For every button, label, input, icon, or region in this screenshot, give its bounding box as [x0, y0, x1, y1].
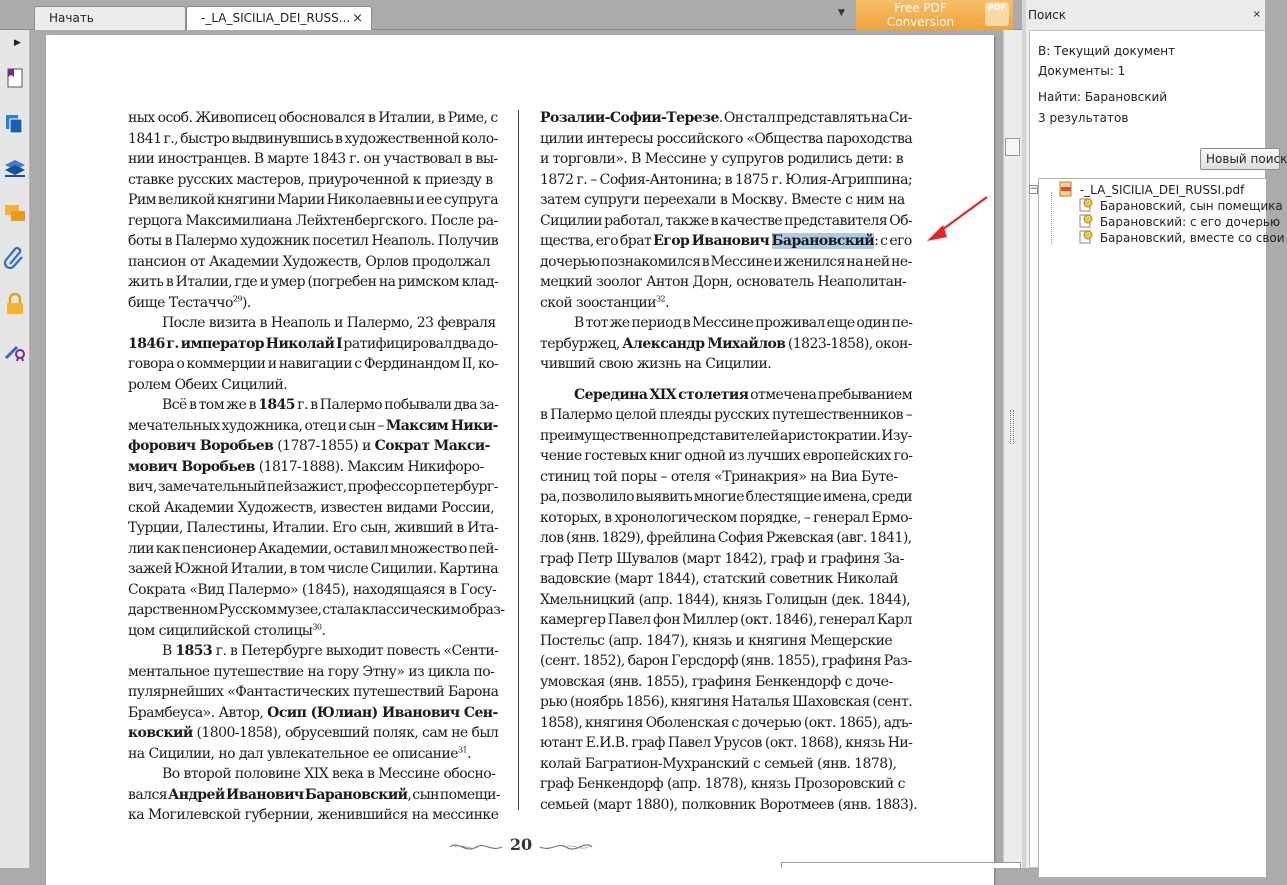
text-line [540, 170, 912, 191]
resize-grip-icon[interactable] [1010, 410, 1014, 444]
text-run: ской зоостанции [540, 294, 656, 311]
bold-text: 1846 г. император Николай I [128, 335, 343, 352]
text-run: (1817-1888). Максим Никифоро- [254, 458, 484, 475]
bold-text: ковский [128, 725, 193, 741]
text-line [540, 754, 912, 775]
text-line [540, 272, 912, 293]
text-run: ). [241, 294, 251, 311]
text-line [128, 457, 498, 478]
text-run: ра, позволило выявить многие блестящие имена, среди [540, 489, 913, 505]
search-results-count: 3 результатов [1038, 111, 1129, 125]
promo-line-1: Free PDF [894, 1, 947, 15]
caret-down-icon[interactable]: ▼ [838, 8, 845, 18]
attachments-icon[interactable] [3, 246, 27, 270]
left-toolbar [0, 30, 30, 868]
text-line [128, 416, 498, 437]
text-line [540, 426, 912, 447]
expand-panel-icon[interactable]: ▶ [14, 38, 21, 48]
promo-line-2: Conversion [886, 15, 955, 29]
text-run: которых, в хронологическом порядке, – генерал Ермо- [540, 509, 913, 526]
text-line [540, 252, 912, 273]
text-run: цом сицилийской столицы [128, 622, 313, 639]
result-item[interactable] [1079, 230, 1285, 246]
tab-start-label: Начать [49, 11, 94, 25]
text-line [540, 467, 912, 488]
text-run: отмечена пребыванием [748, 386, 913, 403]
text-run: семьей (март 1880), полковник Воротмеев (янв. 1883). [540, 796, 918, 813]
signatures-icon[interactable] [3, 338, 27, 362]
text-run: 1872 г. – София-Антонина; в 1875 г. Юлия-Агриппина; [540, 171, 913, 188]
text-line [128, 703, 498, 724]
text-line [128, 559, 498, 580]
text-line [128, 272, 498, 293]
text-line [128, 662, 498, 683]
text-run: . [467, 745, 471, 762]
text-line [128, 477, 498, 498]
text-run: дочерью познакомился в Мессине и женился на ней не- [540, 253, 912, 270]
text-run: ратифицировал два до- [342, 335, 498, 352]
bold-text: Максим Ники- [385, 417, 498, 434]
text-run: чение гостевых книг одной из лучших европейских го- [540, 448, 913, 464]
comments-icon[interactable] [3, 202, 27, 226]
text-line [540, 774, 912, 795]
text-line [128, 498, 498, 519]
text-run: лов (янв. 1829), фрейлина София Ржевская (авг. 1841), [540, 530, 912, 546]
text-line [128, 129, 498, 150]
text-run: пулярнейших «Фантастических путешествий Барона [128, 684, 499, 700]
bookmarks-icon[interactable] [3, 66, 27, 90]
text-run: ментальное путешествие на гору Этну» из цикла по- [128, 663, 495, 680]
text-run: боты в Палермо художник посетил Неаполь. Получив [128, 233, 499, 249]
pdf-file-icon [1059, 182, 1073, 196]
text-run: щества, его брат [540, 233, 654, 249]
document-view[interactable] [31, 30, 1003, 868]
text-line [540, 313, 912, 334]
text-line [540, 129, 912, 150]
bold-text: Александр Михайлов [622, 335, 786, 352]
column-divider [518, 110, 519, 810]
text-line [540, 610, 912, 631]
text-line [540, 733, 912, 754]
bold-text: 1845 [258, 397, 295, 413]
search-panel-body [1029, 30, 1287, 868]
text-line [540, 211, 912, 232]
text-line [128, 600, 505, 621]
right-flourish-icon [538, 840, 594, 854]
text-run: 1841 г., быстро выдвинувшись в художественной коло- [128, 130, 498, 147]
result-item[interactable] [1079, 214, 1280, 230]
footnote-ref: 29 [232, 293, 242, 303]
text-run: Сократа «Вид Палермо» (1845), находящаяся в Госу- [128, 581, 497, 598]
text-line [128, 621, 498, 642]
text-run: жить в Италии, где и умер (погребен на римском клад- [128, 274, 499, 290]
text-line [540, 795, 918, 816]
text-line [128, 580, 498, 601]
text-line [540, 692, 912, 713]
text-run: г. в Петербурге выходит повесть «Сенти- [212, 643, 499, 659]
text-line [128, 108, 498, 129]
search-highlight: Барановский [771, 233, 875, 249]
footnote-ref: 30 [312, 621, 322, 631]
text-run: тербуржец, [540, 335, 623, 352]
pdf-page [46, 35, 994, 885]
text-line [540, 651, 912, 672]
text-line [128, 170, 498, 191]
text-run: Рим великой княгини Марии Николаевны и ее супруга [128, 192, 499, 208]
text-run: Хмельницкий (апр. 1844), князь Голицын (дек. 1844), [540, 591, 911, 608]
text-run: Во второй половине XIX века в Мессине обосно- [162, 766, 496, 782]
text-line [128, 190, 498, 211]
text-run: граф Бенкендорф (апр. 1878), князь Прозоровский с [540, 776, 905, 792]
text-run: в Палермо целой плеяды русских путешественников – [540, 407, 913, 423]
result-file-name: -_LA_SICILIA_DEI_RUSSI.pdf [1079, 183, 1245, 197]
bold-text: Середина XIX столетия [574, 386, 749, 403]
text-line [128, 805, 498, 826]
text-run: мечательных художника, отец и сын – [128, 417, 386, 434]
free-pdf-conversion-banner[interactable] [856, 0, 1013, 30]
left-text-column [128, 108, 505, 826]
result-item-text: Барановский: с его дочерью [1099, 215, 1281, 229]
text-line [540, 569, 912, 590]
tab-bar [0, 0, 1022, 30]
text-run: Турции, Палестины, Италии. Его сын, живший в Ита- [128, 520, 499, 536]
text-line [128, 252, 498, 273]
text-run: и торговли». В Мессине у супругов родились дети: в [540, 151, 904, 167]
search-query: Найти: Барановский [1038, 90, 1168, 104]
text-run: В тот же период в Мессине проживал еще один пе- [574, 315, 913, 331]
text-line [128, 313, 498, 334]
text-run: После визита в Неаполь и Палермо, 23 февраля [162, 315, 496, 331]
text-run: ской Академии Художеств, известен видами России, [128, 499, 495, 516]
text-run: вич, замечательный пейзажист, профессор петербург- [128, 479, 498, 495]
search-panel-title: Поиск [1028, 8, 1067, 22]
text-line [540, 487, 912, 508]
text-run: . Он стал представлять на Си- [718, 110, 912, 126]
text-line [128, 395, 498, 416]
text-line [128, 375, 498, 396]
bold-text: Андрей Иванович Барановский [167, 786, 408, 803]
text-line [128, 211, 498, 232]
text-line [128, 682, 498, 703]
new-search-button[interactable]: Новый поиск [1200, 148, 1280, 170]
layers-icon[interactable] [3, 156, 27, 180]
text-line [540, 375, 912, 385]
bold-text: мович Воробьев [128, 458, 255, 475]
text-run: затем супруги переехали в Москву. Вместе с ним на [540, 192, 905, 208]
status-bar [781, 862, 1021, 868]
text-run: граф Петр Шувалов (март 1842), граф и графиня За- [540, 550, 904, 567]
text-line [128, 785, 501, 806]
text-line [128, 149, 498, 170]
text-line [540, 385, 912, 406]
close-tab-icon[interactable]: × [352, 11, 363, 26]
text-run: ставке русских мастеров, приуроченной к приезду в [128, 171, 493, 188]
collapse-toggle-icon[interactable]: − [1030, 184, 1038, 194]
result-item[interactable] [1079, 198, 1283, 214]
text-run: говора о коммерции и навигации с Фердинандом II, ко- [128, 356, 499, 372]
text-run: г. в Палермо побывали два за- [294, 397, 499, 413]
text-run: пансион от Академии Художеств, Орлов продолжал [128, 253, 490, 270]
vertical-scrollbar[interactable] [1003, 30, 1022, 868]
bold-text: форович Воробьев [128, 438, 274, 454]
text-run: вадовские (март 1844), статский советник Николай [540, 571, 898, 587]
text-line [540, 528, 912, 549]
text-line [128, 231, 498, 252]
text-run: на Сицилии, но дал увлекательное ее описание [128, 745, 458, 762]
text-line [540, 108, 912, 129]
right-text-column [540, 108, 918, 815]
text-line [128, 723, 498, 744]
text-line [540, 508, 912, 529]
text-run: Постельс (апр. 1847), князь и княгиня Мещерские [540, 632, 893, 649]
text-run: стиниц той поры – отеля «Тринакрия» на Виа Буте- [540, 468, 898, 485]
text-run: цилии интересы российского «Общества пароходства [540, 130, 913, 147]
text-run: 1858), княгиня Оболенская с дочерью (окт. 1865), адъ- [540, 714, 913, 731]
text-run: умовская (янв. 1855), графиня Бенкендорф с доче- [540, 673, 893, 690]
text-line [128, 744, 498, 765]
text-run: Всё в том же в [162, 397, 259, 413]
text-run: ка Могилевской губернии, женившийся на мессинке [128, 807, 499, 823]
pages-icon[interactable] [3, 112, 27, 136]
scrollbar-thumb[interactable] [1005, 138, 1020, 156]
pdf-convert-icon-label: PDF [988, 3, 1006, 12]
footnote-ref: 32 [655, 293, 666, 303]
search-scope: В: Текущий документ [1038, 44, 1176, 58]
text-run: Сицилии работал, также в качестве представителя Об- [540, 212, 913, 229]
text-run: бище Тестаччо [128, 294, 233, 311]
search-panel [1026, 0, 1287, 868]
text-line [540, 190, 912, 211]
text-run: (1787-1855) и [273, 438, 375, 454]
text-line [540, 231, 912, 252]
text-run: чивший свою жизнь на Сицилии. [540, 356, 772, 372]
close-panel-icon[interactable]: × [1252, 9, 1261, 20]
text-line [128, 354, 498, 375]
text-line [540, 549, 912, 570]
text-line [540, 713, 912, 734]
bold-text: Сократ Макси- [374, 438, 490, 454]
text-line [128, 518, 498, 539]
text-line [540, 590, 912, 611]
text-run: нии иностранцев. В марте 1843 г. он участвовал в вы- [128, 151, 498, 167]
search-panel-header [1026, 0, 1265, 30]
text-line [540, 446, 912, 467]
pdf-convert-icon [985, 2, 1009, 26]
page-footer [446, 835, 596, 859]
text-run: (сент. 1852), барон Герсдорф (янв. 1855), графиня Раз- [540, 653, 912, 669]
text-run: преимущественно представителей аристократии. Изу- [540, 427, 912, 444]
text-line [540, 354, 912, 375]
text-run: , сын помещи- [407, 786, 501, 803]
text-run: ютант Е.И.В. граф Павел Урусов (окт. 1868), князь Ни- [540, 735, 913, 751]
result-item-text: Барановский, сын помещика [1099, 199, 1283, 213]
bold-text: Осип (Юлиан) Иванович Сен- [267, 704, 498, 721]
text-line [128, 641, 498, 662]
text-run: (1823-1858), окон- [785, 335, 912, 352]
search-result-icon [1079, 214, 1093, 228]
text-run: . [321, 622, 326, 639]
text-line [540, 334, 912, 355]
search-documents-count: Документы: 1 [1038, 64, 1126, 78]
text-run: вался [128, 786, 168, 803]
red-annotation-arrow-icon [925, 195, 990, 243]
text-run: дарственном Русском музее, стала классическим образ- [128, 602, 505, 618]
tab-document[interactable] [186, 6, 372, 30]
text-line [128, 764, 498, 785]
text-run: камергер Павел фон Миллер (окт. 1846), генерал Карл [540, 612, 912, 628]
text-run: Брамбеуса». Автор, [128, 704, 268, 721]
bold-text: Розалии-Софии-Терезе [540, 110, 719, 126]
text-line [540, 405, 912, 426]
result-file-node[interactable] [1030, 182, 1245, 198]
bold-text: Егор Иванович [653, 233, 772, 249]
text-run: зажей Южной Италии, в том числе Сицилии. Картина [128, 561, 499, 577]
tab-start[interactable] [34, 6, 186, 30]
text-run: : с его [874, 233, 912, 249]
text-run: мецкий зоолог Антон Дорн, основатель Неаполитан- [540, 274, 907, 290]
text-run: ролем Обеих Сицилий. [128, 376, 288, 393]
text-line [540, 293, 912, 314]
text-line [128, 539, 498, 560]
search-result-icon [1079, 198, 1093, 212]
search-results-tree [1030, 178, 1285, 878]
text-line [540, 149, 912, 170]
page-number: 20 [509, 835, 533, 854]
search-result-icon [1079, 230, 1093, 244]
footnote-ref: 31 [457, 744, 468, 754]
result-item-text: Барановский, вместе со свои [1099, 231, 1285, 245]
text-run: герцога Максимилиана Лейхтенбергского. После ра- [128, 212, 498, 229]
text-run: ных особ. Живописец обосновался в Италии, в Риме, с [128, 110, 498, 126]
text-line [540, 631, 912, 652]
text-run: (1800-1858), обрусевший поляк, сам не был [192, 725, 499, 741]
text-run: колай Багратион-Мухранский с семьей (янв. 1878), [540, 755, 897, 772]
text-line [128, 293, 498, 314]
lock-icon[interactable] [3, 292, 27, 316]
text-run: лии как пенсионер Академии, оставил множество пей- [128, 540, 499, 557]
text-line [540, 672, 912, 693]
text-run: . [665, 294, 669, 311]
bold-text: 1853 [175, 643, 213, 659]
text-run: В [162, 643, 176, 659]
text-run: рью (ноябрь 1856), княгиня Наталья Шаховская (сент. [540, 694, 913, 710]
text-line [128, 334, 498, 355]
tab-document-label: -_LA_SICILIA_DEI_RUSS... [201, 11, 351, 25]
text-line [128, 436, 498, 457]
